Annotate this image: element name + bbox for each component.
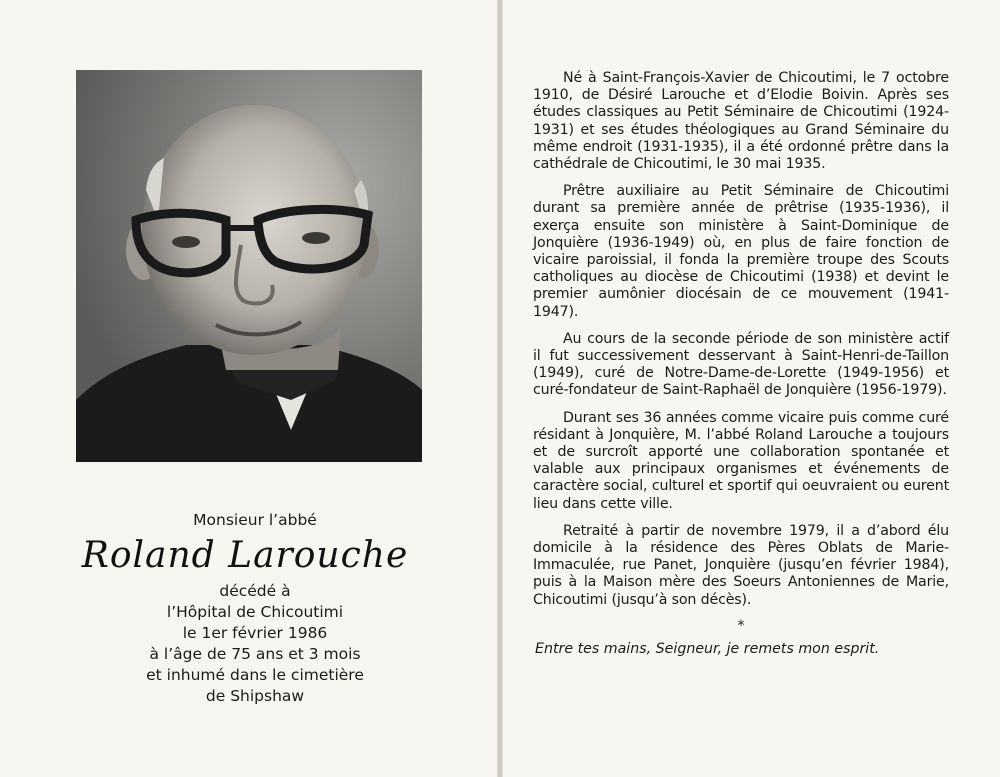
caption-title: Monsieur l’abbé bbox=[193, 511, 317, 529]
bio-paragraph: Retraité à partir de novembre 1979, il a d’abord élu domicile à la résidence des Pères Oblats de Marie-Immaculée, rue Panet, Jonquière (jusqu’en février 1984), puis à la Maison mère des Soeurs Antoniennes de Marie, Chicoutimi (jusqu’à son décès). bbox=[533, 522, 949, 608]
biography bbox=[533, 70, 949, 658]
caption-line: décédé à bbox=[219, 582, 291, 600]
bio-paragraph: Prêtre auxiliaire au Petit Séminaire de Chicoutimi durant sa première année de prêtrise (1935-1936), il exerça ensuite son ministère à Saint-Dominique de Jonquière (1936-1949) où, en plus de faire fonction de vicaire paroissial, il fonda la première troupe des Scouts catholiques au diocèse de Chicoutimi (1938) et devint le premier aumônier diocésain de ce mouvement (1941-1947). bbox=[533, 183, 949, 320]
caption bbox=[81, 510, 420, 707]
caption-line: l’Hôpital de Chicoutimi bbox=[166, 603, 344, 621]
bio-paragraph: Au cours de la seconde période de son ministère actif il fut successivement desservant à Saint-Henri-de-Taillon (1949), curé de Notre-Dame-de-Lorette (1949-1956) et curé-fondateur de Saint-Raphaël de Jonquière (1956-1979). bbox=[533, 330, 949, 399]
portrait-illustration bbox=[76, 70, 422, 462]
caption-line: et inhumé dans le cimetière bbox=[146, 666, 364, 684]
caption-line: le 1er février 1986 bbox=[182, 624, 328, 642]
bio-paragraph: Né à Saint-François-Xavier de Chicoutimi, le 7 octobre 1910, de Désiré Larouche et d’Elodie Boivin. Après ses études classiques au Petit Séminaire de Chicoutimi (1924-1931) et ses études théologiques au Grand Séminaire du même endroit (1931-1935), il a été ordonné prêtre dans la cathédrale de Chicoutimi, le 30 mai 1935. bbox=[533, 70, 949, 173]
bio-paragraph: Durant ses 36 années comme vicaire puis comme curé résidant à Jonquière, M. l’abbé Roland Larouche a toujours et de surcroît apporté une collaboration spontanée et valable aux principaux organismes et événements de caractère social, culturel et sportif qui oeuvraient ou eurent lieu dans cette ville. bbox=[533, 409, 949, 512]
portrait-photo bbox=[76, 70, 422, 462]
caption-line: à l’âge de 75 ans et 3 mois bbox=[149, 645, 361, 663]
left-panel bbox=[0, 0, 497, 777]
separator-star: * bbox=[737, 617, 745, 634]
epigraph: Entre tes mains, Seigneur, je remets mon esprit. bbox=[535, 640, 880, 657]
caption-line: de Shipshaw bbox=[205, 687, 305, 705]
deceased-name: Roland Larouche bbox=[81, 535, 409, 576]
